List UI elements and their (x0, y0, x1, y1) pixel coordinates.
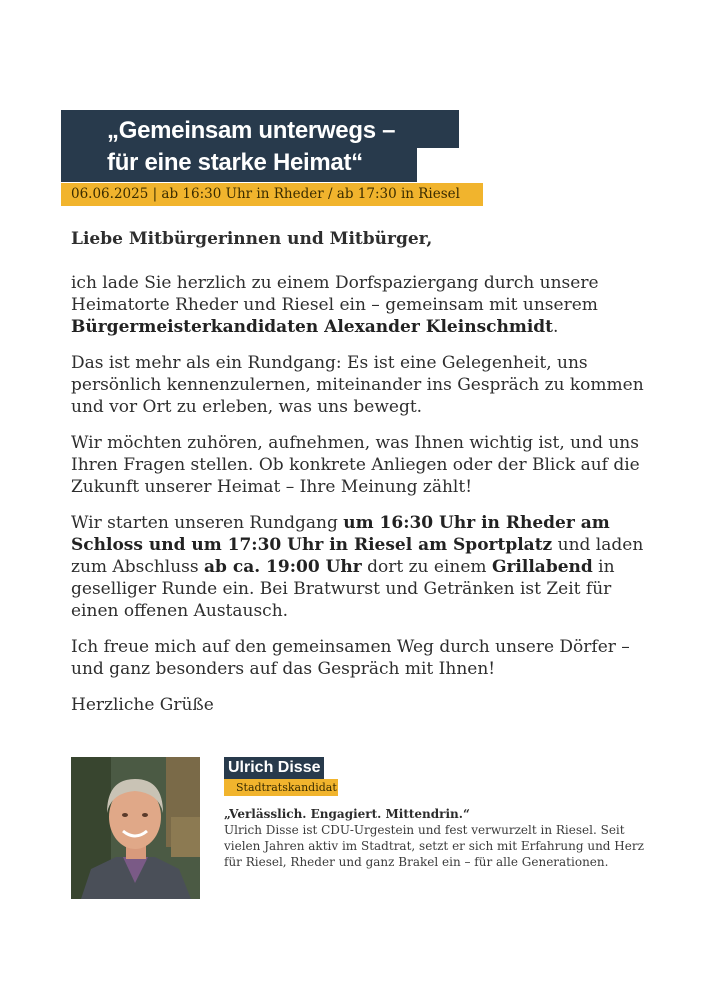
p4-text-a: Wir starten unseren Rundgang (71, 513, 344, 533)
candidate-role: Stadtratskandidat (224, 779, 338, 796)
p1-bold: Bürgermeisterkandidaten Alexander Kleinschmidt (71, 317, 554, 337)
event-date-bar: 06.06.2025 | ab 16:30 Uhr in Rheder / ab 17:30 in Riesel (61, 183, 483, 206)
candidate-bio: Ulrich Disse ist CDU-Urgestein und fest verwurzelt in Riesel. Seit vielen Jahren aktiv im Stadtrat, setzt er sich mit Erfahrung und Herz für Riesel, Rheder und ganz Brakel ein – für alle Generationen. (224, 823, 644, 869)
p4-bold-time: ab ca. 19:00 Uhr (204, 557, 362, 577)
p4-bold-times: um 16:30 Uhr in Rheder am Schloss und um 17:30 Uhr in Riesel am Sportplatz (71, 513, 610, 555)
title-line-2: für eine starke Heimat“ (61, 148, 417, 182)
p4-text-c: dort zu einem (361, 557, 492, 577)
candidate-name: Ulrich Disse (224, 757, 324, 779)
letter-paragraph-2: Das ist mehr als ein Rundgang: Es ist eine Gelegenheit, uns persönlich kennenzulernen, miteinander ins Gespräch zu kommen und vor Ort zu erleben, was uns bewegt. (71, 353, 644, 417)
letter-body (71, 228, 651, 716)
portrait-illustration (71, 757, 200, 899)
letter-greeting: Liebe Mitbürgerinnen und Mitbürger, (71, 229, 433, 249)
letter-paragraph-4 (71, 512, 651, 622)
candidate-photo (71, 757, 200, 899)
letter-paragraph-3: Wir möchten zuhören, aufnehmen, was Ihnen wichtig ist, und uns Ihren Fragen stellen. Ob konkrete Anliegen oder der Blick auf die Zukunft unserer Heimat – Ihre Meinung zählt! (71, 433, 640, 497)
p4-bold-grill: Grillabend (491, 557, 593, 577)
p4-text-d: in geselliger Runde ein. Bei Bratwurst und Getränken ist Zeit für einen offenen Austausch. (71, 557, 615, 621)
p4-text-b: und laden zum Abschluss (71, 535, 644, 577)
letter-paragraph-1 (71, 272, 651, 338)
title-line-1: „Gemeinsam unterwegs – (61, 110, 459, 148)
letter-closing: Herzliche Grüße (71, 695, 214, 715)
flyer-title (61, 110, 459, 182)
letter-paragraph-5: Ich freue mich auf den gemeinsamen Weg durch unsere Dörfer – und ganz besonders auf das Gespräch mit Ihnen! (71, 637, 630, 679)
candidate-quote: „Verlässlich. Engagiert. Mittendrin.“ (224, 807, 470, 821)
p1-end: . (553, 317, 559, 337)
p1-text: ich lade Sie herzlich zu einem Dorfspaziergang durch unsere Heimatorte Rheder und Riesel ein – gemeinsam mit unserem (71, 273, 599, 315)
